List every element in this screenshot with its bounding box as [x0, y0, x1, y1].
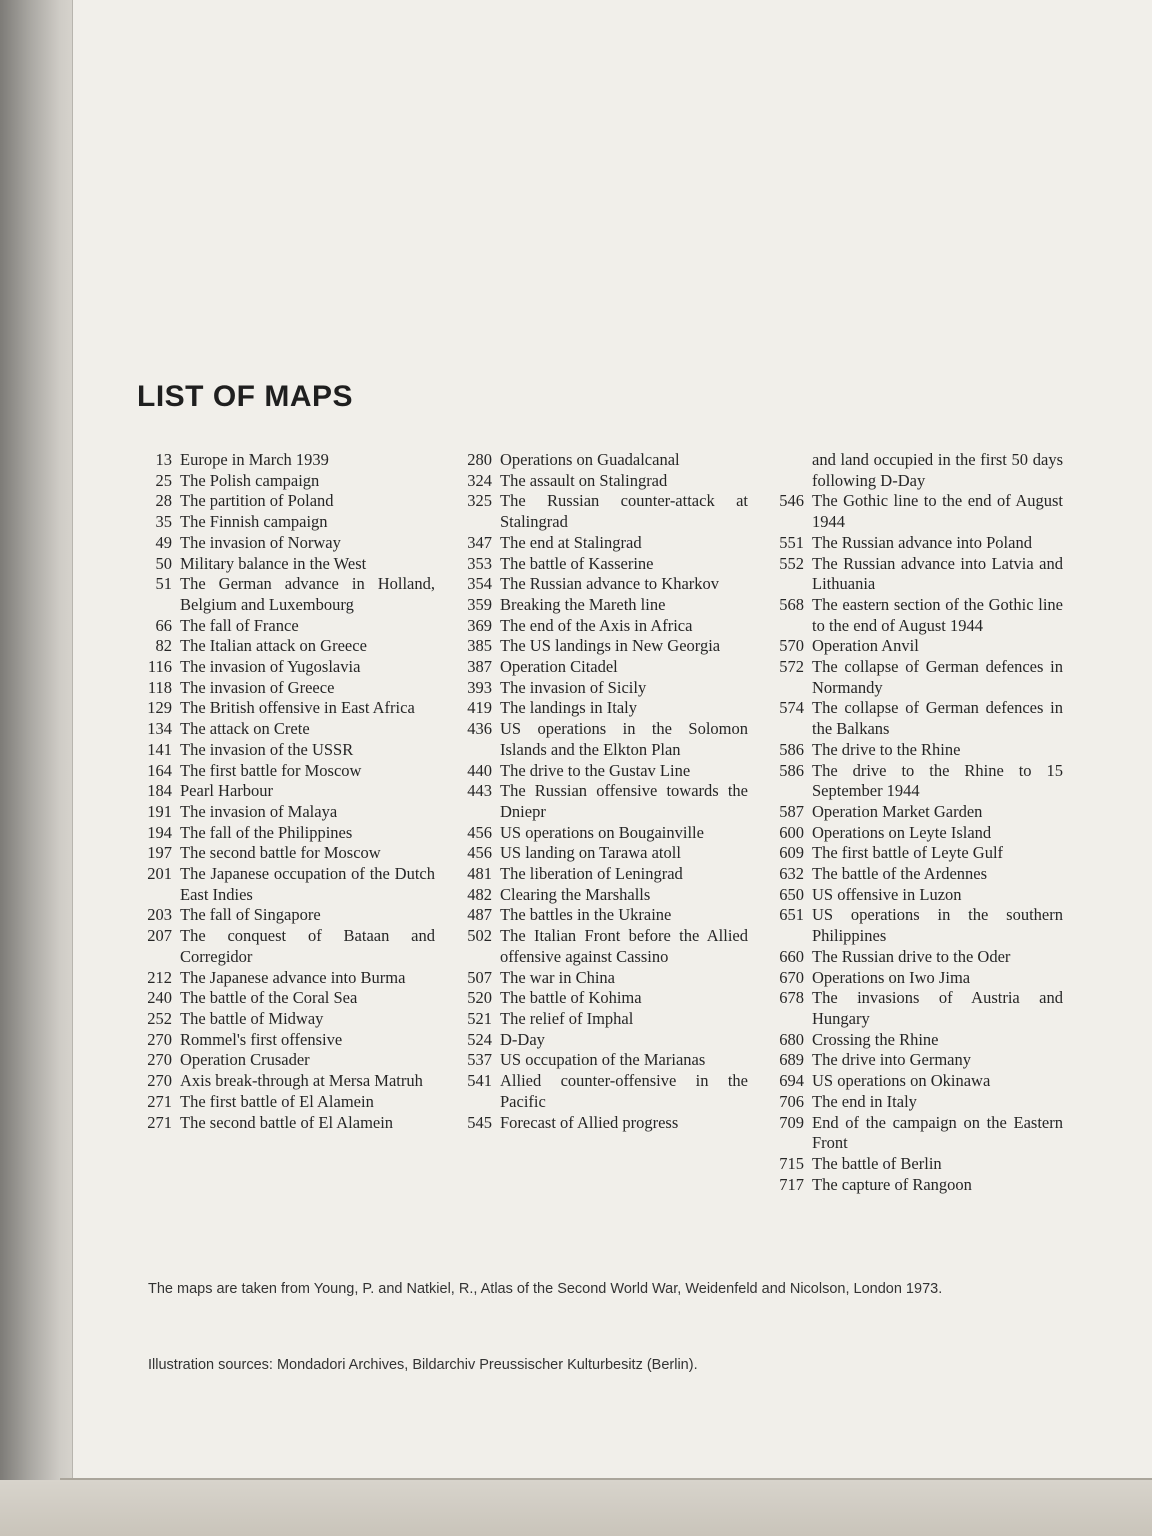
map-page-number: 706 — [779, 1091, 804, 1111]
map-title: The collapse of German defences in Normandy — [812, 657, 1063, 697]
map-page-number: 28 — [155, 491, 172, 511]
map-title: The conquest of Bataan and Corregidor — [180, 926, 435, 966]
map-page-number: 568 — [779, 594, 804, 614]
map-list-item — [448, 823, 748, 844]
map-title: The battle of Kasserine — [500, 553, 654, 573]
map-page-number: 715 — [779, 1153, 804, 1173]
map-page-number: 141 — [147, 739, 172, 759]
map-list-item — [130, 781, 435, 802]
map-list-item — [448, 719, 748, 760]
map-list-item — [448, 450, 748, 471]
map-page-number: 212 — [147, 967, 172, 987]
map-list-item — [448, 533, 748, 554]
map-page-number: 541 — [467, 1071, 492, 1091]
map-list-item — [758, 823, 1063, 844]
map-list-column-2 — [448, 450, 748, 1133]
map-title: The end of the Axis in Africa — [500, 615, 693, 635]
map-list-item — [448, 698, 748, 719]
map-title: Crossing the Rhine — [812, 1029, 939, 1049]
map-page-number: 270 — [147, 1071, 172, 1091]
map-page-number: 129 — [147, 698, 172, 718]
map-title: US offensive in Luzon — [812, 884, 962, 904]
map-title: The war in China — [500, 967, 616, 987]
map-list-item — [758, 1154, 1063, 1175]
map-page-number: 572 — [779, 657, 804, 677]
map-title: The eastern section of the Gothic line to the end of August 1944 — [812, 594, 1063, 635]
map-page-number: 678 — [779, 988, 804, 1008]
map-title: Pearl Harbour — [180, 781, 274, 801]
map-page-number: 359 — [467, 594, 492, 614]
map-list-item — [758, 802, 1063, 823]
map-list-item — [130, 740, 435, 761]
map-title: Operations on Guadalcanal — [500, 450, 680, 469]
map-title: The fall of Singapore — [180, 905, 321, 925]
map-title: The Russian drive to the Oder — [812, 946, 1011, 966]
map-title: US operations on Bougainville — [500, 822, 704, 842]
map-page-number: 443 — [467, 781, 492, 801]
map-title: The Gothic line to the end of August 1944 — [812, 491, 1063, 532]
map-page-number: 524 — [467, 1029, 492, 1049]
map-page-number: 717 — [779, 1174, 804, 1194]
map-list-item — [758, 1113, 1063, 1154]
map-list-item — [448, 1113, 748, 1134]
map-page-number: 393 — [467, 677, 492, 697]
map-page-number: 324 — [467, 470, 492, 490]
map-list-item — [130, 636, 435, 657]
map-list-item — [448, 657, 748, 678]
map-page-number: 184 — [147, 781, 172, 801]
map-title: The battle of Berlin — [812, 1153, 942, 1173]
map-title: The end in Italy — [812, 1091, 917, 1111]
map-title: Breaking the Mareth line — [500, 594, 666, 614]
map-list-item — [130, 988, 435, 1009]
map-title: Allied counter-offensive in the Pacific — [500, 1071, 748, 1111]
map-list-item — [130, 512, 435, 533]
map-title: The fall of France — [180, 615, 299, 635]
map-page-number: 369 — [467, 615, 492, 635]
map-list-item — [130, 864, 435, 905]
map-list-item — [130, 1092, 435, 1113]
map-list-item — [448, 595, 748, 616]
map-list-item — [448, 761, 748, 782]
map-page-number: 609 — [779, 843, 804, 863]
map-list-column-1 — [130, 450, 435, 1133]
map-title: The drive to the Rhine — [812, 739, 961, 759]
map-title: The British offensive in East Africa — [180, 698, 415, 718]
map-title: The invasion of Malaya — [180, 801, 338, 821]
map-title: The partition of Poland — [180, 491, 334, 511]
map-title: The invasion of the USSR — [180, 739, 354, 759]
map-page-number: 240 — [147, 988, 172, 1008]
map-list-item — [448, 968, 748, 989]
map-page-number: 191 — [147, 801, 172, 821]
map-list-item — [758, 657, 1063, 698]
map-title: The US landings in New Georgia — [500, 636, 721, 656]
map-page-number: 694 — [779, 1071, 804, 1091]
map-list-item — [130, 533, 435, 554]
map-title: The Japanese occupation of the Dutch East Indies — [180, 864, 435, 904]
map-list-item — [130, 823, 435, 844]
page-bottom-edge — [0, 1480, 1152, 1536]
map-title: The German advance in Holland, Belgium and Luxembourg — [180, 574, 435, 614]
map-title: Operations on Iwo Jima — [812, 967, 971, 987]
map-page-number: 164 — [147, 760, 172, 780]
map-title: The Polish campaign — [180, 470, 320, 490]
map-list-item — [448, 1030, 748, 1051]
map-page-number: 440 — [467, 760, 492, 780]
map-page-number: 574 — [779, 698, 804, 718]
map-list-item — [448, 988, 748, 1009]
map-list-item — [130, 450, 435, 471]
map-page-number: 651 — [779, 905, 804, 925]
map-page-number: 545 — [467, 1112, 492, 1132]
map-page-number: 118 — [147, 677, 172, 697]
map-title: End of the campaign on the Eastern Front — [812, 1112, 1063, 1153]
map-list-item — [448, 1050, 748, 1071]
map-page-number: 201 — [147, 864, 172, 884]
map-page-number: 116 — [147, 657, 172, 677]
map-page-number: 353 — [467, 553, 492, 573]
map-list-item — [130, 698, 435, 719]
map-list-item — [448, 678, 748, 699]
map-list-item — [448, 843, 748, 864]
map-list-item — [130, 678, 435, 699]
map-page-number: 537 — [467, 1050, 492, 1070]
map-title: The capture of Rangoon — [812, 1174, 972, 1194]
map-title: The liberation of Leningrad — [500, 864, 683, 884]
map-title: The collapse of German defences in the Balkans — [812, 698, 1063, 739]
map-title: Rommel's first offensive — [180, 1029, 343, 1049]
map-title: Operation Anvil — [812, 636, 919, 656]
map-title: The landings in Italy — [500, 698, 638, 718]
map-page-number: 354 — [467, 574, 492, 594]
maps-source-note: The maps are taken from Young, P. and Natkiel, R., Atlas of the Second World War, Weidenfeld and Nicolson, London 1973. — [148, 1280, 943, 1297]
map-list-item — [758, 1071, 1063, 1092]
map-title: Forecast of Allied progress — [500, 1112, 679, 1132]
map-page-number: 194 — [147, 822, 172, 842]
map-title: The invasion of Sicily — [500, 677, 647, 697]
map-list-item — [130, 574, 435, 615]
map-title: The battle of Kohima — [500, 988, 642, 1008]
map-page-number: 507 — [467, 967, 492, 987]
map-title: US occupation of the Marianas — [500, 1050, 706, 1070]
map-list-item — [758, 533, 1063, 554]
map-list-item — [758, 450, 1063, 491]
map-title: The battles in the Ukraine — [500, 905, 672, 925]
map-page-number: 51 — [155, 574, 172, 594]
map-page-number: 13 — [155, 450, 172, 469]
map-page-number: 66 — [155, 615, 172, 635]
map-list-item — [758, 636, 1063, 657]
map-title: The Finnish campaign — [180, 512, 328, 532]
map-list-item — [758, 968, 1063, 989]
map-list-item — [130, 554, 435, 575]
map-list-item — [448, 905, 748, 926]
map-list-item — [448, 491, 748, 532]
map-title: The attack on Crete — [180, 719, 310, 739]
map-title: D-Day — [500, 1029, 545, 1049]
map-title: The end at Stalingrad — [500, 532, 642, 552]
map-title: The Italian attack on Greece — [180, 636, 367, 656]
map-title: The Russian offensive towards the Dniepr — [500, 781, 748, 821]
map-list-item — [758, 905, 1063, 946]
map-page-number: 600 — [779, 822, 804, 842]
map-page-number: 660 — [779, 946, 804, 966]
map-page-number: 551 — [779, 532, 804, 552]
map-title: Operation Citadel — [500, 657, 618, 677]
map-list-item — [448, 471, 748, 492]
map-page-number: 385 — [467, 636, 492, 656]
map-list-item — [758, 843, 1063, 864]
map-title: The first battle for Moscow — [180, 760, 362, 780]
map-title: Military balance in the West — [180, 553, 367, 573]
map-list-item — [130, 719, 435, 740]
map-list-item — [758, 1050, 1063, 1071]
map-title: The invasion of Norway — [180, 532, 341, 552]
map-title: Europe in March 1939 — [180, 450, 329, 469]
map-list-item — [448, 885, 748, 906]
map-title: and land occupied in the first 50 days following D-Day — [812, 450, 1063, 490]
map-page-number: 481 — [467, 864, 492, 884]
map-title: The Italian Front before the Allied offensive against Cassino — [500, 926, 748, 966]
map-list-item — [758, 554, 1063, 595]
map-title: The fall of the Philippines — [180, 822, 353, 842]
map-list-item — [448, 1071, 748, 1112]
map-title: The battle of Midway — [180, 1008, 324, 1028]
map-list-item — [448, 781, 748, 822]
map-title: The drive into Germany — [812, 1050, 971, 1070]
map-list-item — [758, 740, 1063, 761]
map-list-item — [130, 761, 435, 782]
map-page-number: 502 — [467, 926, 492, 946]
map-page-number: 207 — [147, 926, 172, 946]
map-page-number: 271 — [147, 1112, 172, 1132]
map-page-number: 520 — [467, 988, 492, 1008]
page-heading: LIST OF MAPS — [137, 380, 353, 413]
map-title: The invasion of Yugoslavia — [180, 657, 361, 677]
map-page-number: 689 — [779, 1050, 804, 1070]
map-title: The drive to the Rhine to 15 September 1944 — [812, 760, 1063, 801]
map-list-item — [130, 491, 435, 512]
map-page-number: 632 — [779, 864, 804, 884]
map-list-item — [758, 761, 1063, 802]
map-title: The assault on Stalingrad — [500, 470, 668, 490]
map-page-number: 650 — [779, 884, 804, 904]
map-page-number: 586 — [779, 739, 804, 759]
illustration-sources-note: Illustration sources: Mondadori Archives, Bildarchiv Preussischer Kulturbesitz (Berlin). — [148, 1356, 698, 1373]
map-title: Operation Crusader — [180, 1050, 310, 1070]
map-page-number: 25 — [155, 470, 172, 490]
map-list-column-3 — [758, 450, 1063, 1195]
map-title: The first battle of El Alamein — [180, 1091, 374, 1111]
map-title: Operation Market Garden — [812, 801, 983, 821]
map-page-number: 482 — [467, 884, 492, 904]
map-title: The Russian counter-attack at Stalingrad — [500, 491, 748, 532]
map-page-number: 670 — [779, 967, 804, 987]
map-page-number: 252 — [147, 1008, 172, 1028]
map-list-item — [448, 926, 748, 967]
map-list-item — [758, 988, 1063, 1029]
map-list-item — [448, 574, 748, 595]
map-page-number: 197 — [147, 843, 172, 863]
map-title: US operations in the Solomon Islands and the Elkton Plan — [500, 719, 748, 759]
map-title: US operations in the southern Philippines — [812, 905, 1063, 946]
map-title: US operations on Okinawa — [812, 1071, 991, 1091]
map-page-number: 587 — [779, 801, 804, 821]
map-title: The Japanese advance into Burma — [180, 967, 406, 987]
map-page-number: 552 — [779, 553, 804, 573]
map-page-number: 82 — [155, 636, 172, 656]
map-list-item — [448, 554, 748, 575]
map-list-item — [758, 947, 1063, 968]
map-page-number: 270 — [147, 1029, 172, 1049]
map-list-item — [130, 1113, 435, 1134]
map-list-item — [448, 1009, 748, 1030]
map-list-item — [130, 802, 435, 823]
map-page-number: 134 — [147, 719, 172, 739]
map-list-item — [130, 1050, 435, 1071]
map-list-item — [130, 616, 435, 637]
map-title: The second battle of El Alamein — [180, 1112, 394, 1132]
map-title: The relief of Imphal — [500, 1008, 634, 1028]
map-page-number: 546 — [779, 491, 804, 511]
map-page-number: 270 — [147, 1050, 172, 1070]
map-list-item — [448, 864, 748, 885]
map-list-item — [758, 864, 1063, 885]
map-list-item — [130, 926, 435, 967]
map-title: The Russian advance to Kharkov — [500, 574, 720, 594]
page-edge-line — [60, 1478, 1152, 1480]
map-page-number: 570 — [779, 636, 804, 656]
map-list-item — [758, 1175, 1063, 1196]
map-title: The Russian advance into Latvia and Lithuania — [812, 553, 1063, 594]
map-title: The battle of the Coral Sea — [180, 988, 358, 1008]
map-page-number: 49 — [155, 532, 172, 552]
map-list-item — [758, 1030, 1063, 1051]
map-list-item — [130, 1030, 435, 1051]
map-title: The battle of the Ardennes — [812, 864, 988, 884]
map-page-number: 709 — [779, 1112, 804, 1132]
map-page-number: 456 — [467, 843, 492, 863]
map-page-number: 680 — [779, 1029, 804, 1049]
map-list-item — [130, 471, 435, 492]
map-title: The drive to the Gustav Line — [500, 760, 691, 780]
map-page-number: 419 — [467, 698, 492, 718]
map-list-item — [130, 843, 435, 864]
map-title: US landing on Tarawa atoll — [500, 843, 681, 863]
map-title: Operations on Leyte Island — [812, 822, 992, 842]
map-list-item — [448, 636, 748, 657]
map-title: The invasion of Greece — [180, 677, 335, 697]
map-page-number: 280 — [467, 450, 492, 469]
map-page-number: 325 — [467, 491, 492, 511]
map-title: Axis break-through at Mersa Matruh — [180, 1071, 423, 1091]
map-list-item — [758, 885, 1063, 906]
map-list-item — [758, 491, 1063, 532]
map-title: The Russian advance into Poland — [812, 532, 1032, 552]
map-page-number: 203 — [147, 905, 172, 925]
map-page-number: 50 — [155, 553, 172, 573]
map-page-number: 456 — [467, 822, 492, 842]
map-page-number: 387 — [467, 657, 492, 677]
map-page-number: 586 — [779, 760, 804, 780]
map-list-item — [130, 657, 435, 678]
map-page-number: 436 — [467, 719, 492, 739]
map-title: The invasions of Austria and Hungary — [812, 988, 1063, 1028]
map-list-item — [130, 1009, 435, 1030]
map-list-item — [448, 616, 748, 637]
map-page-number: 487 — [467, 905, 492, 925]
map-list-item — [758, 1092, 1063, 1113]
map-title: The first battle of Leyte Gulf — [812, 843, 1004, 863]
map-list-item — [758, 595, 1063, 636]
map-page-number: 35 — [155, 512, 172, 532]
map-page-number: 347 — [467, 532, 492, 552]
map-list-item — [130, 905, 435, 926]
map-title: The second battle for Moscow — [180, 843, 381, 863]
map-list-item — [758, 698, 1063, 739]
map-list-item — [130, 968, 435, 989]
map-page-number: 521 — [467, 1008, 492, 1028]
map-title: Clearing the Marshalls — [500, 884, 651, 904]
map-page-number: 271 — [147, 1091, 172, 1111]
map-list-item — [130, 1071, 435, 1092]
